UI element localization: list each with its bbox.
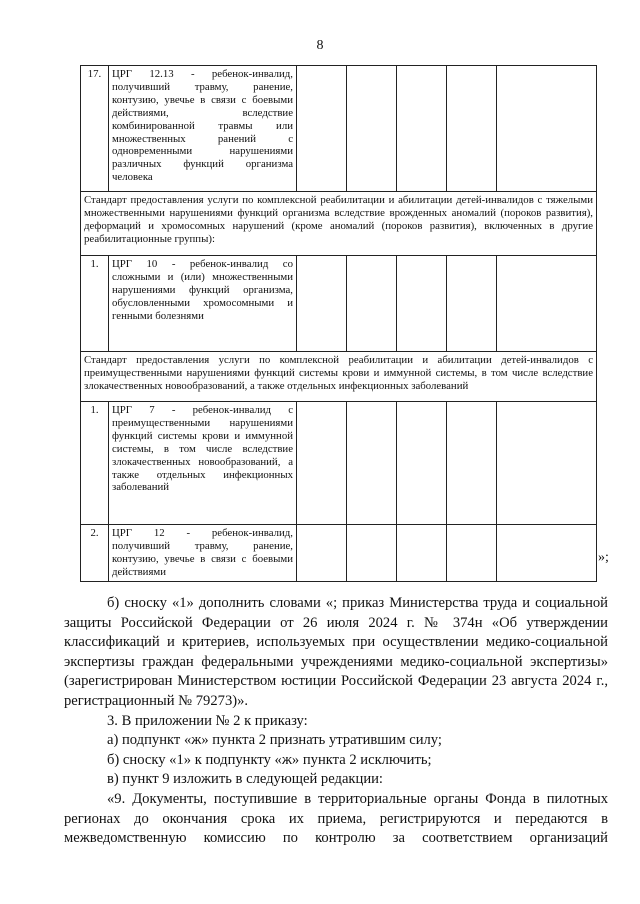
- table-cell: [347, 256, 397, 352]
- row-number: 1.: [81, 402, 109, 525]
- closing-quote-mark: »;: [598, 550, 609, 565]
- row-description: ЦРГ 7 - ребенок-инвалид с преимущественными нарушениями функций системы крови и иммунной системы, в том числе вследствие злокачественных новообразований, а также отдельных инфекционных заболеваний: [109, 402, 297, 525]
- row-description: ЦРГ 10 - ребенок-инвалид со сложными и (или) множественными нарушениями функций организма, обусловленными хромосомными и генными болезнями: [109, 256, 297, 352]
- table-section-row: [81, 352, 597, 402]
- table-row: [81, 66, 597, 192]
- table-cell: [497, 256, 597, 352]
- table-row: [81, 402, 597, 525]
- row-description: ЦРГ 12 - ребенок-инвалид, получивший травму, ранение, контузию, увечье в связи с боевыми действиями: [109, 525, 297, 582]
- document-body: [64, 594, 608, 849]
- paragraph: б) сноску «1» дополнить словами «; приказ Министерства труда и социальной защиты Российской Федерации от 26 июля 2024 г. № 374н «Об утверждении классификаций и критериев, используемых при осуществлении медико-социальной экспертизы граждан федеральными учреждениями медико-социальной экспертизы» (зарегистрирован Министерством юстиции Российской Федерации 23 августа 2024 г., регистрационный № 79273)».: [64, 595, 608, 709]
- table-cell: [447, 256, 497, 352]
- row-number: 1.: [81, 256, 109, 352]
- table-cell: [297, 256, 347, 352]
- page-number: 8: [316, 38, 324, 53]
- row-number: 17.: [81, 66, 109, 192]
- row-number: 2.: [81, 525, 109, 582]
- table-cell: [347, 402, 397, 525]
- table-cell: [347, 66, 397, 192]
- table-cell: [397, 402, 447, 525]
- table-cell: [297, 525, 347, 582]
- rehabilitation-groups-table: [80, 65, 597, 582]
- paragraph: «9. Документы, поступившие в территориальные органы Фонда в пилотных регионах до окончания срока их приема, регистрируются и передаются в межведомственную комиссию по контролю за соответствием организаций: [64, 790, 608, 847]
- section-heading: Стандарт предоставления услуги по комплексной реабилитации и абилитации детей-инвалидов с преимущественными нарушениями функций системы крови и иммунной системы, в том числе вследствие злокачественных новообразований, а также отдельных инфекционных заболеваний: [81, 352, 597, 402]
- table-row: [81, 256, 597, 352]
- paragraph: в) пункт 9 изложить в следующей редакции:: [107, 771, 383, 788]
- table-cell: [397, 525, 447, 582]
- table-cell: [447, 525, 497, 582]
- table-cell: [497, 66, 597, 192]
- row-description: ЦРГ 12.13 - ребенок-инвалид, получивший травму, ранение, контузию, увечье в связи с боевыми действиями, вследствие комбинированной травмы или множественных ранений с одновременными нарушениями различных функций организма человека: [109, 66, 297, 192]
- paragraph: б) сноску «1» к подпункту «ж» пункта 2 исключить;: [107, 751, 432, 768]
- table-cell: [397, 256, 447, 352]
- table-cell: [297, 66, 347, 192]
- table-cell: [397, 66, 447, 192]
- table-section-row: [81, 192, 597, 256]
- paragraph: а) подпункт «ж» пункта 2 признать утратившим силу;: [107, 732, 442, 749]
- section-heading: Стандарт предоставления услуги по комплексной реабилитации и абилитации детей-инвалидов с тяжелыми множественными нарушениями функций организма вследствие врожденных аномалий (пороков развития), деформаций и хромосомных нарушений (кроме аномалий (пороков развития), включенных в другие реабилитационные группы):: [81, 192, 597, 256]
- table-cell: [447, 66, 497, 192]
- table-cell: [497, 525, 597, 582]
- table-row: [81, 525, 597, 582]
- table-cell: [297, 402, 347, 525]
- table-cell: [497, 402, 597, 525]
- table-cell: [347, 525, 397, 582]
- paragraph: 3. В приложении № 2 к приказу:: [107, 712, 308, 729]
- table-cell: [447, 402, 497, 525]
